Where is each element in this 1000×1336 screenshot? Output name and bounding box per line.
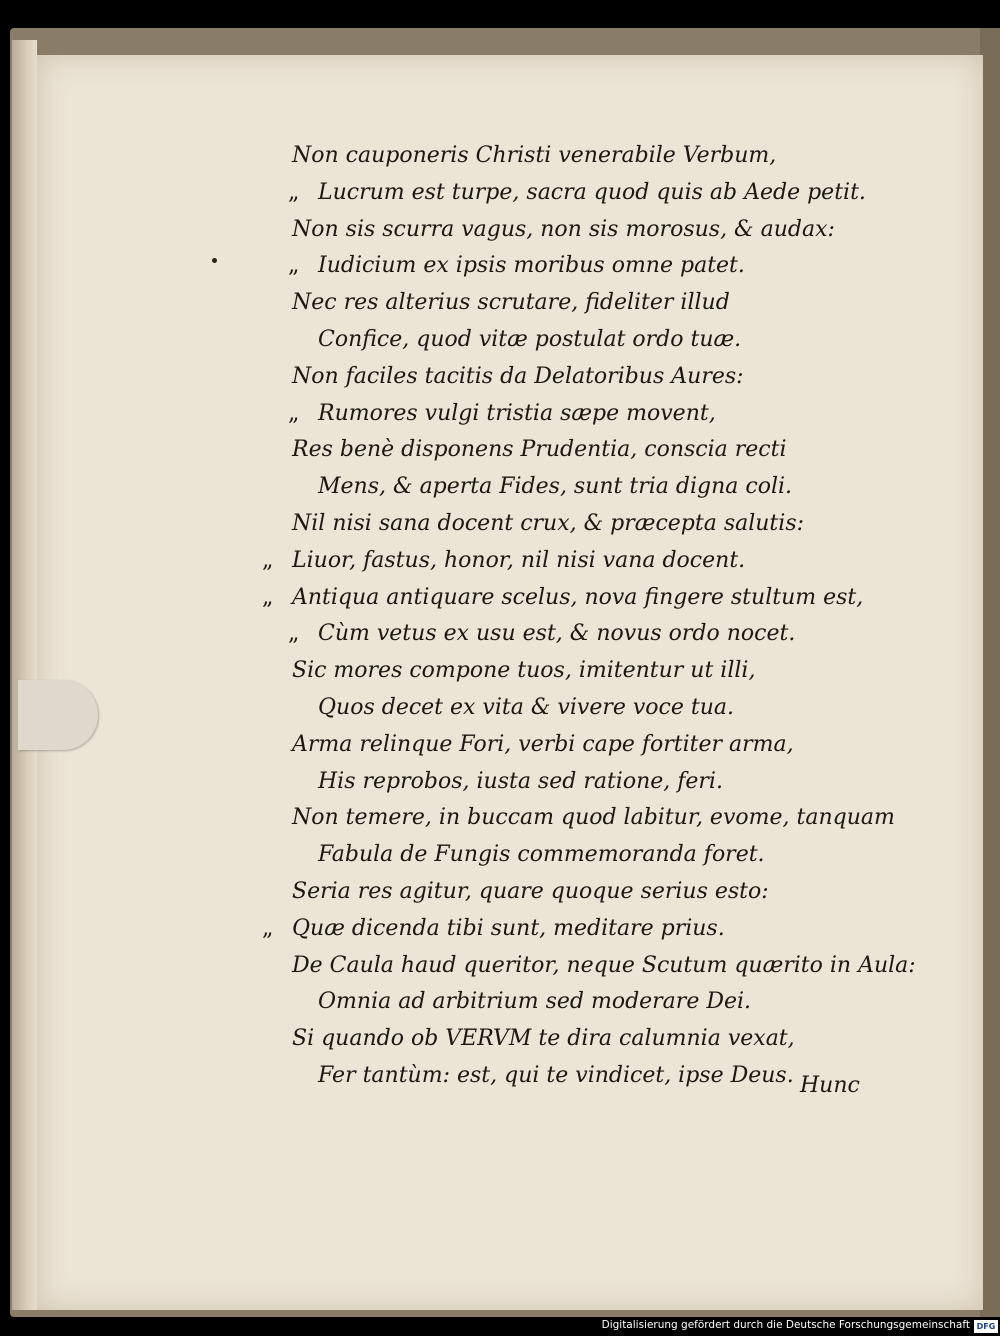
- poem-line: Omnia ad arbitrium sed moderare Dei.: [318, 989, 752, 1015]
- poem-line: „ Antiqua antiquare scelus, nova fingere stultum est,: [262, 584, 864, 610]
- poem-line: „ Rumores vulgi tristia sæpe movent,: [288, 400, 716, 426]
- poem-line: Seria res agitur, quare quoque serius esto:: [292, 878, 769, 904]
- poem-line: „ Iudicium ex ipsis moribus omne patet.: [288, 253, 745, 279]
- page-edge: [12, 40, 37, 1310]
- ink-dot: [212, 258, 217, 263]
- catchword: Hunc: [800, 1073, 860, 1098]
- poem-line: „ Quæ dicenda tibi sunt, meditare prius.: [262, 915, 725, 941]
- poem-line: „ Lucrum est turpe, sacra quod quis ab Aede petit.: [288, 179, 866, 205]
- funding-credit: Digitalisierung gefördert durch die Deutsche Forschungsgemeinschaft: [601, 1319, 970, 1331]
- dfg-logo-icon: DFG: [974, 1320, 998, 1333]
- poem-line: Quos decet ex vita & vivere voce tua.: [318, 694, 734, 720]
- poem-line: Mens, & aperta Fides, sunt tria digna coli.: [318, 474, 793, 500]
- poem-line: Sic mores compone tuos, imitentur ut illi,: [292, 658, 756, 684]
- poem-line: Arma relinque Fori, verbi cape fortiter arma,: [292, 731, 794, 757]
- poem-line: Confice, quod vitæ postulat ordo tuæ.: [318, 326, 742, 352]
- poem-line: „ Liuor, fastus, honor, nil nisi vana docent.: [262, 547, 746, 573]
- poem-line: His reprobos, iusta sed ratione, feri.: [318, 768, 723, 794]
- poem-text: [262, 138, 916, 1095]
- poem-line: De Caula haud queritor, neque Scutum quærito in Aula:: [292, 952, 916, 978]
- page-tab-marker: [18, 680, 98, 750]
- binding-board: [980, 28, 1000, 1317]
- poem-line: Non faciles tacitis da Delatoribus Aures:: [292, 363, 744, 389]
- poem-line: Nec res alterius scrutare, fideliter illud: [292, 290, 730, 316]
- poem-line: Non temere, in buccam quod labitur, evome, tanquam: [292, 805, 895, 831]
- poem-line: Non sis scurra vagus, non sis morosus, & audax:: [292, 216, 835, 242]
- poem-line: „ Cùm vetus ex usu est, & novus ordo nocet.: [288, 621, 796, 647]
- poem-line: Res benè disponens Prudentia, conscia recti: [292, 437, 787, 463]
- footer-bar: [0, 1317, 1000, 1336]
- poem-line: Non cauponeris Christi venerabile Verbum,: [292, 143, 777, 168]
- poem-line: Si quando ob VERVM te dira calumnia vexat,: [292, 1026, 795, 1052]
- poem-line: Nil nisi sana docent crux, & præcepta salutis:: [292, 510, 805, 536]
- poem-line: Fabula de Fungis commemoranda foret.: [318, 842, 765, 868]
- poem-line: Fer tantùm: est, qui te vindicet, ipse Deus.: [318, 1062, 794, 1088]
